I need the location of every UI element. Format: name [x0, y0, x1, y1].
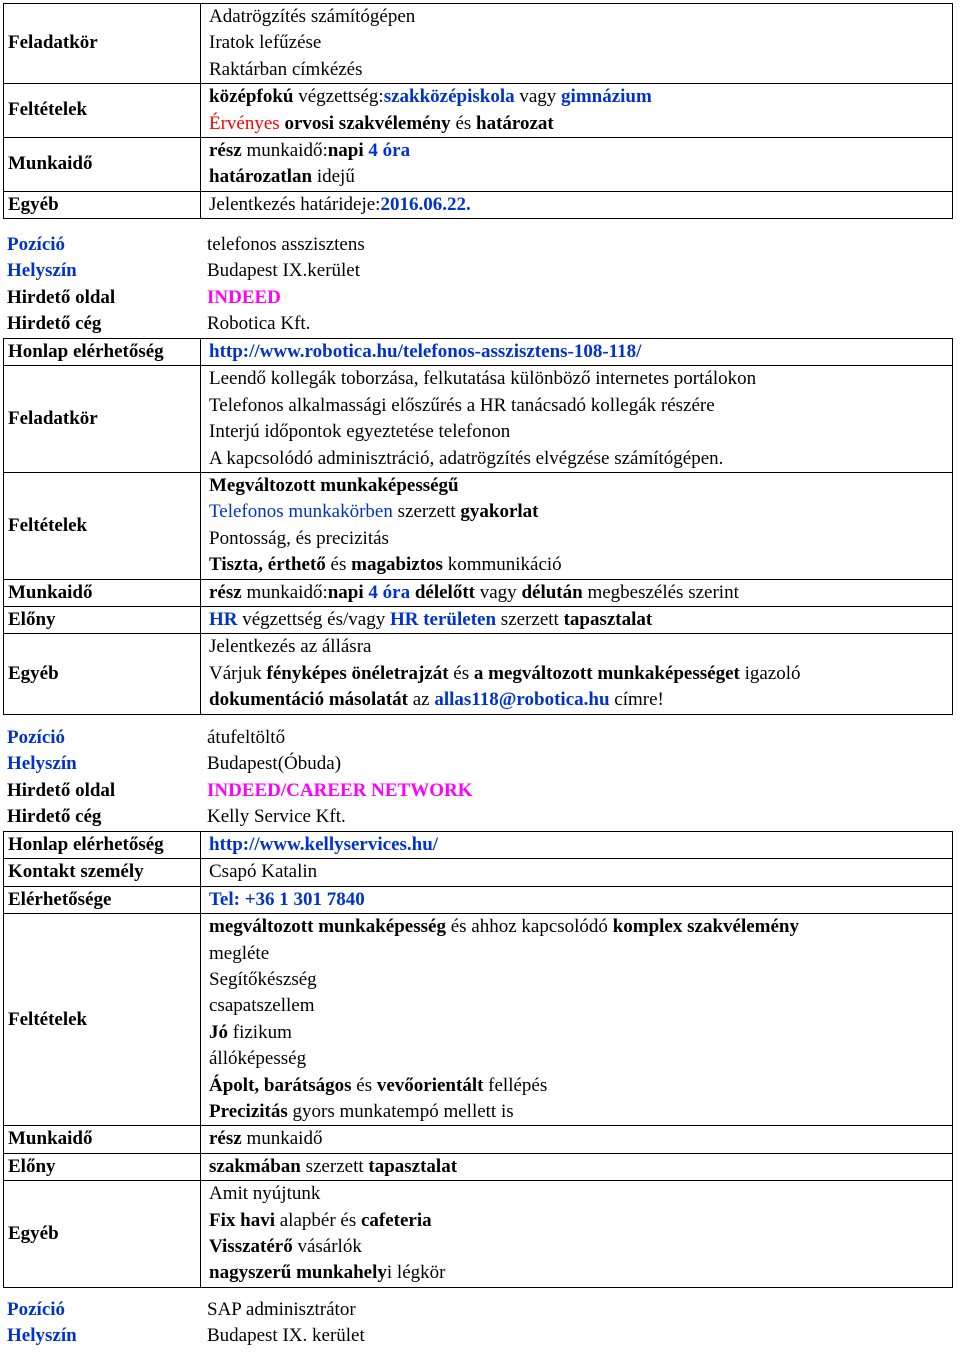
text-fragment: HR területen — [389, 608, 497, 630]
job1-feladatkor-item: Adatrögzítés számítógépen — [209, 6, 416, 27]
text-fragment: munkaidő: — [241, 581, 328, 603]
text-fragment: megbeszélés szerint — [582, 581, 739, 603]
job2-table — [3, 338, 953, 715]
job4-header-table — [3, 1297, 953, 1350]
text-fragment: rész — [209, 139, 242, 161]
text-fragment: középfokú — [209, 86, 294, 108]
text-fragment: délelőtt — [410, 581, 475, 603]
job2-helyszin-row — [3, 258, 953, 284]
job3-hirdeto-ceg-label: Hirdető cég — [7, 806, 102, 828]
job2-munkaido-label: Munkaidő — [4, 579, 201, 606]
job3-pozicio-row — [3, 725, 953, 751]
job2-honlap-link[interactable]: http://www.robotica.hu/telefonos-asszisztens-108-118/ — [201, 339, 953, 366]
job2-honlap-label: Honlap elérhetőség — [4, 339, 201, 366]
text-fragment: napi — [327, 581, 364, 603]
text-fragment: Tiszta, érthető — [209, 554, 326, 576]
job2-feltetelek-line: Megváltozott munkaképességű — [209, 474, 459, 496]
job3-feltetelek-value — [201, 914, 953, 1126]
text-fragment: Ápolt, barátságos — [209, 1074, 352, 1096]
text-fragment: Telefonos munkakörben — [209, 501, 393, 523]
job3-hirdeto-oldal-row — [3, 778, 953, 804]
job4-helyszin-label: Helyszín — [7, 1325, 77, 1347]
job1-egyeb-value — [201, 191, 953, 218]
text-fragment: Visszatérő — [209, 1235, 293, 1257]
job3-honlap-label: Honlap elérhetőség — [4, 832, 201, 859]
text-fragment: igazoló — [739, 662, 801, 684]
job2-elony-line — [209, 607, 948, 633]
job2-munkaido-value — [201, 579, 953, 606]
job3-feltetelek-label: Feltételek — [4, 914, 201, 1126]
text-fragment: az — [407, 689, 435, 711]
job1-feltetelek-line — [209, 84, 948, 110]
text-fragment: magabiztos — [351, 554, 443, 576]
text-fragment: vagy — [514, 86, 562, 108]
text-fragment: Jelentkezés határideje: — [209, 193, 381, 215]
text-fragment: munkaidő — [241, 1128, 323, 1150]
job2-egyeb-label: Egyéb — [4, 634, 201, 714]
job2-elony-label: Előny — [4, 606, 201, 633]
text-fragment: végzettség és/vagy — [237, 608, 390, 630]
job2-helyszin-value: Budapest IX.kerület — [207, 260, 361, 282]
job3-egyeb-line — [209, 1260, 948, 1286]
text-fragment: HR — [209, 608, 238, 630]
job3-egyeb-label: Egyéb — [4, 1181, 201, 1288]
text-fragment: rész — [209, 581, 242, 603]
job1-munkaido-row — [4, 137, 953, 191]
job2-feladatkor-row — [4, 366, 953, 473]
job1-feladatkor-label: Feladatkör — [4, 4, 201, 84]
text-fragment: határozat — [476, 112, 554, 134]
job3-elony-value — [201, 1153, 953, 1180]
text-fragment: szerzett — [300, 1155, 369, 1177]
text-fragment: vásárlók — [292, 1235, 362, 1257]
job4-pozicio-row — [3, 1297, 953, 1323]
text-fragment: vagy — [475, 581, 522, 603]
job3-table — [3, 831, 953, 1288]
job3-elerhetoseg-row — [4, 886, 953, 913]
job1-feltetelek-label: Feltételek — [4, 84, 201, 138]
text-fragment: fellépés — [483, 1074, 548, 1096]
job3-egyeb-row — [4, 1181, 953, 1288]
job1-munkaido-value — [201, 137, 953, 191]
job3-phone-link[interactable]: Tel: +36 1 301 7840 — [201, 886, 953, 913]
job3-feltetelek-line — [209, 1073, 948, 1099]
job2-feltetelek-label: Feltételek — [4, 472, 201, 579]
job2-helyszin-label: Helyszín — [7, 260, 77, 282]
job2-elony-row — [4, 606, 953, 633]
job3-feltetelek-line — [209, 1099, 948, 1125]
text-fragment: határozatlan — [209, 166, 313, 188]
job3-honlap-row — [4, 832, 953, 859]
job1-feladatkor-value — [201, 4, 953, 84]
job3-munkaido-row — [4, 1126, 953, 1153]
job3-elony-row — [4, 1153, 953, 1180]
job2-munkaido-line — [209, 580, 948, 606]
text-fragment: szerzett — [496, 608, 564, 630]
text-fragment: Fix havi — [209, 1209, 275, 1231]
job1-feltetelek-line — [209, 111, 948, 137]
text-fragment: és — [450, 112, 477, 134]
job1-feltetelek-value — [201, 84, 953, 138]
job2-hirdeto-ceg-value: Robotica Kft. — [207, 313, 311, 335]
job3-elony-label: Előny — [4, 1153, 201, 1180]
text-fragment: Érvényes — [209, 112, 280, 134]
job3-header-table — [3, 725, 953, 831]
text-fragment: dokumentáció másolatát — [209, 689, 408, 711]
job3-hirdeto-ceg-value: Kelly Service Kft. — [207, 806, 346, 828]
job3-helyszin-value: Budapest(Óbuda) — [207, 753, 342, 775]
job2-feltetelek-value — [201, 472, 953, 579]
job1-egyeb-line — [209, 192, 948, 218]
job2-pozicio-value: telefonos asszisztens — [207, 234, 365, 255]
job3-hirdeto-oldal-value: INDEED/CAREER NETWORK — [207, 779, 473, 801]
job2-elony-value — [201, 606, 953, 633]
job2-egyeb-line — [209, 661, 948, 687]
text-fragment: délután — [521, 581, 583, 603]
job4-pozicio-label: Pozíció — [7, 1299, 66, 1320]
job3-hirdeto-oldal-label: Hirdető oldal — [7, 779, 116, 801]
text-fragment: rész — [209, 1128, 242, 1150]
job3-egyeb-value — [201, 1181, 953, 1288]
job1-feladatkor-row — [4, 4, 953, 84]
job2-egyeb-row — [4, 634, 953, 714]
text-fragment: komplex szakvélemény — [612, 916, 799, 938]
job2-hirdeto-oldal-value: INDEED — [207, 286, 281, 308]
job1-munkaido-label: Munkaidő — [4, 137, 201, 191]
job4-helyszin-value: Budapest IX. kerület — [207, 1325, 365, 1347]
job3-kontakt-label: Kontakt személy — [4, 859, 201, 886]
job2-feltetelek-row — [4, 472, 953, 579]
job2-feladatkor-label: Feladatkör — [4, 366, 201, 473]
job1-feltetelek-row — [4, 84, 953, 138]
text-fragment: címre! — [609, 689, 664, 711]
text-fragment: cafeteria — [360, 1209, 432, 1231]
job3-munkaido-value — [201, 1126, 953, 1153]
job3-feltetelek-line: csapatszellem — [209, 995, 315, 1017]
text-fragment: gyakorlat — [460, 501, 539, 523]
job3-feltetelek-line — [209, 1020, 948, 1046]
text-fragment: tapasztalat — [368, 1155, 458, 1177]
text-fragment: a megváltozott munkaképességet — [473, 662, 740, 684]
text-fragment: Precizitás — [209, 1100, 288, 1122]
job1-munkaido-line — [209, 164, 948, 190]
text-fragment: nagyszerű munkahely — [209, 1262, 387, 1284]
job3-egyeb-line: Amit nyújtunk — [209, 1183, 321, 1205]
job2-hirdeto-oldal-label: Hirdető oldal — [7, 286, 116, 308]
text-fragment: 4 óra — [363, 581, 411, 603]
job2-honlap-row — [4, 339, 953, 366]
job1-feladatkor-item: Iratok lefűzése — [209, 32, 322, 54]
job3-feltetelek-line: állóképesség — [209, 1048, 307, 1070]
job2-feltetelek-line: Pontosság, és precizitás — [209, 527, 389, 549]
job3-helyszin-row — [3, 751, 953, 777]
job1-egyeb-row — [4, 191, 953, 218]
job2-munkaido-row — [4, 579, 953, 606]
text-fragment: vevőorientált — [376, 1074, 484, 1096]
job3-kontakt-row — [4, 859, 953, 886]
text-fragment: és — [325, 554, 352, 576]
job3-feltetelek-row — [4, 914, 953, 1126]
job2-pozicio-label: Pozíció — [7, 234, 66, 255]
text-fragment: napi — [327, 139, 364, 161]
job2-header-table — [3, 232, 953, 338]
job3-munkaido-line — [209, 1126, 948, 1152]
text-fragment: szakközépiskola — [383, 86, 515, 108]
job2-feladatkor-item: Leendő kollegák toborzása, felkutatása különböző internetes portálokon — [209, 368, 757, 390]
text-fragment: fizikum — [228, 1021, 292, 1043]
job4-pozicio-value: SAP adminisztrátor — [207, 1299, 356, 1320]
job1-egyeb-label: Egyéb — [4, 191, 201, 218]
text-fragment: végzettség: — [293, 86, 384, 108]
email-link[interactable]: allas118@robotica.hu — [434, 689, 610, 711]
job2-egyeb-value — [201, 634, 953, 714]
job3-helyszin-label: Helyszín — [7, 753, 77, 775]
text-fragment: szerzett — [392, 501, 461, 523]
job1-table — [3, 3, 953, 219]
text-fragment: 2016.06.22. — [380, 193, 471, 215]
text-fragment: munkaidő: — [241, 139, 328, 161]
job4-helyszin-row — [3, 1323, 953, 1349]
job2-egyeb-line — [209, 687, 948, 713]
text-fragment: és ahhoz kapcsolódó — [445, 916, 613, 938]
text-fragment: és — [448, 662, 474, 684]
job2-feladatkor-item: A kapcsolódó adminisztráció, adatrögzítés elvégzése számítógépen. — [209, 447, 724, 469]
job2-egyeb-line: Jelentkezés az állásra — [209, 636, 372, 658]
job2-feladatkor-item: Telefonos alkalmassági előszűrés a HR tanácsadó kollegák részére — [209, 394, 715, 416]
job3-egyeb-line — [209, 1234, 948, 1260]
job3-elony-line — [209, 1154, 948, 1180]
text-fragment: tapasztalat — [563, 608, 653, 630]
job3-egyeb-line — [209, 1208, 948, 1234]
job2-pozicio-row — [3, 232, 953, 258]
job3-kontakt-value: Csapó Katalin — [201, 859, 953, 886]
text-fragment: megváltozott munkaképesség — [209, 916, 446, 938]
job2-feltetelek-line — [209, 499, 948, 525]
text-fragment: szakmában — [209, 1155, 301, 1177]
text-fragment: idejű — [312, 166, 355, 188]
text-fragment: fényképes önéletrajzát — [266, 662, 449, 684]
job2-hirdeto-ceg-label: Hirdető cég — [7, 313, 102, 335]
job1-munkaido-line — [209, 138, 948, 164]
job3-feltetelek-line: Segítőkészség — [209, 969, 317, 990]
text-fragment: kommunikáció — [442, 554, 562, 576]
text-fragment: és — [351, 1074, 377, 1096]
text-fragment: alapbér és — [274, 1209, 361, 1231]
text-fragment: orvosi szakvélemény — [279, 112, 451, 134]
job2-feladatkor-item: Interjú időpontok egyeztetése telefonon — [209, 421, 511, 443]
text-fragment: 4 óra — [363, 139, 411, 161]
job3-pozicio-value: átufeltöltő — [207, 727, 286, 748]
job3-feltetelek-line — [209, 914, 948, 940]
job3-pozicio-label: Pozíció — [7, 727, 66, 748]
job3-feltetelek-line: megléte — [209, 942, 270, 964]
text-fragment: Várjuk — [209, 662, 267, 684]
job3-hirdeto-ceg-row — [3, 804, 953, 830]
job3-elerhetoseg-label: Elérhetősége — [4, 886, 201, 913]
job1-feladatkor-item: Raktárban címkézés — [209, 58, 363, 80]
job3-honlap-link[interactable]: http://www.kellyservices.hu/ — [201, 832, 953, 859]
text-fragment: gyors munkatempó mellett is — [287, 1100, 514, 1122]
job2-hirdeto-ceg-row — [3, 311, 953, 337]
job2-feladatkor-value — [201, 366, 953, 473]
job2-hirdeto-oldal-row — [3, 285, 953, 311]
job3-munkaido-label: Munkaidő — [4, 1126, 201, 1153]
job2-feltetelek-line — [209, 552, 948, 578]
text-fragment: gimnázium — [561, 86, 652, 108]
text-fragment: Jó — [209, 1021, 228, 1043]
text-fragment: i légkör — [386, 1262, 446, 1284]
